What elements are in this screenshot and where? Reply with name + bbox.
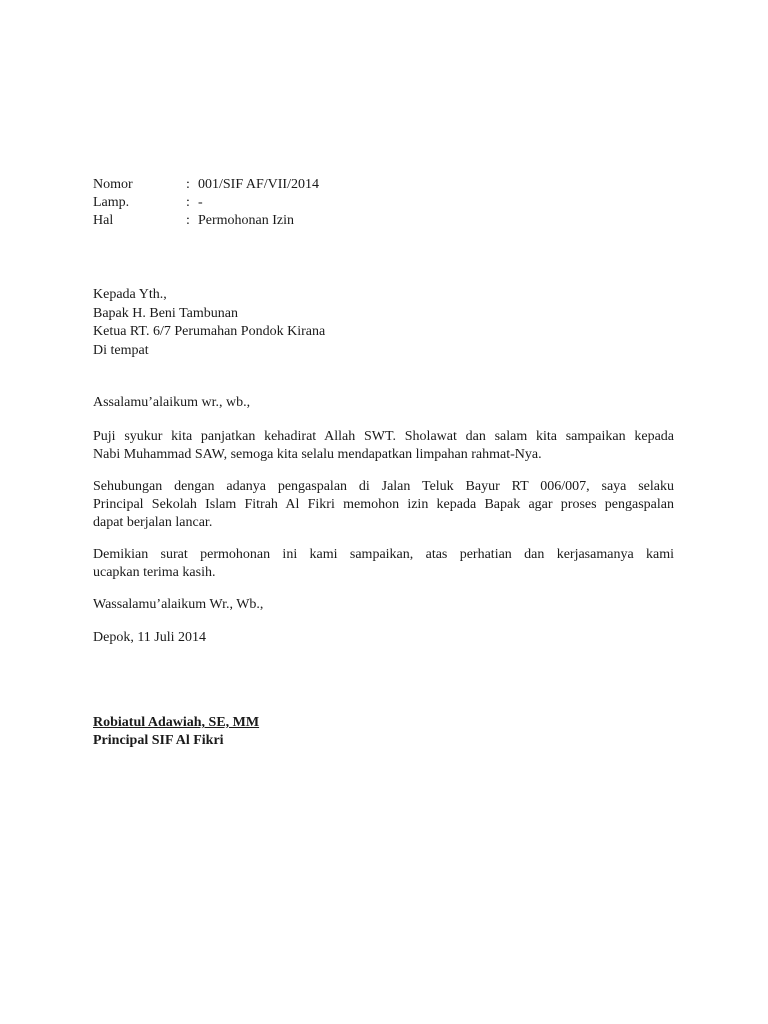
closing-salutation: Wassalamu’alaikum Wr., Wb., <box>93 597 264 612</box>
paragraph-2 <box>93 478 674 532</box>
signature-block <box>93 714 259 750</box>
recipient-line: Di tempat <box>93 342 149 358</box>
paragraph-line: ucapkan terima kasih. <box>93 565 216 580</box>
recipient-line: Bapak H. Beni Tambunan <box>93 305 238 321</box>
meta-value: Permohonan Izin <box>198 213 295 228</box>
letter-meta <box>93 176 319 230</box>
meta-label: Lamp. <box>93 195 130 210</box>
meta-colon: : <box>186 213 190 228</box>
paragraph-line: Principal Sekolah Islam Fitrah Al Fikri memohon izin kepada Bapak agar proses pengaspalan <box>93 497 674 512</box>
meta-row-lamp <box>93 194 319 212</box>
paragraph-3 <box>93 546 674 582</box>
meta-value: - <box>198 195 203 210</box>
paragraph-line: Sehubungan dengan adanya pengaspalan di Jalan Teluk Bayur RT 006/007, saya selaku <box>93 479 674 494</box>
meta-label: Nomor <box>93 177 133 192</box>
meta-colon: : <box>186 177 190 192</box>
meta-value: 001/SIF AF/VII/2014 <box>198 177 319 192</box>
place-date: Depok, 11 Juli 2014 <box>93 630 207 645</box>
signatory-name: Robiatul Adawiah, SE, MM <box>93 715 260 730</box>
recipient-address <box>93 286 325 360</box>
paragraph-line: Demikian surat permohonan ini kami sampaikan, atas perhatian dan kerjasamanya kami <box>93 547 674 562</box>
greeting: Assalamu’alaikum wr., wb., <box>93 395 251 410</box>
paragraph-line: Puji syukur kita panjatkan kehadirat Allah SWT. Sholawat dan salam kita sampaikan kepada <box>93 429 674 444</box>
paragraph-line: dapat berjalan lancar. <box>93 515 213 530</box>
meta-row-hal <box>93 212 319 230</box>
meta-row-nomor <box>93 176 319 194</box>
meta-label: Hal <box>93 213 114 228</box>
meta-colon: : <box>186 195 190 210</box>
recipient-line: Kepada Yth., <box>93 287 167 302</box>
recipient-line: Ketua RT. 6/7 Perumahan Pondok Kirana <box>93 324 326 339</box>
signatory-title: Principal SIF Al Fikri <box>93 733 224 748</box>
paragraph-1 <box>93 428 674 464</box>
paragraph-line: Nabi Muhammad SAW, semoga kita selalu mendapatkan limpahan rahmat-Nya. <box>93 447 542 462</box>
